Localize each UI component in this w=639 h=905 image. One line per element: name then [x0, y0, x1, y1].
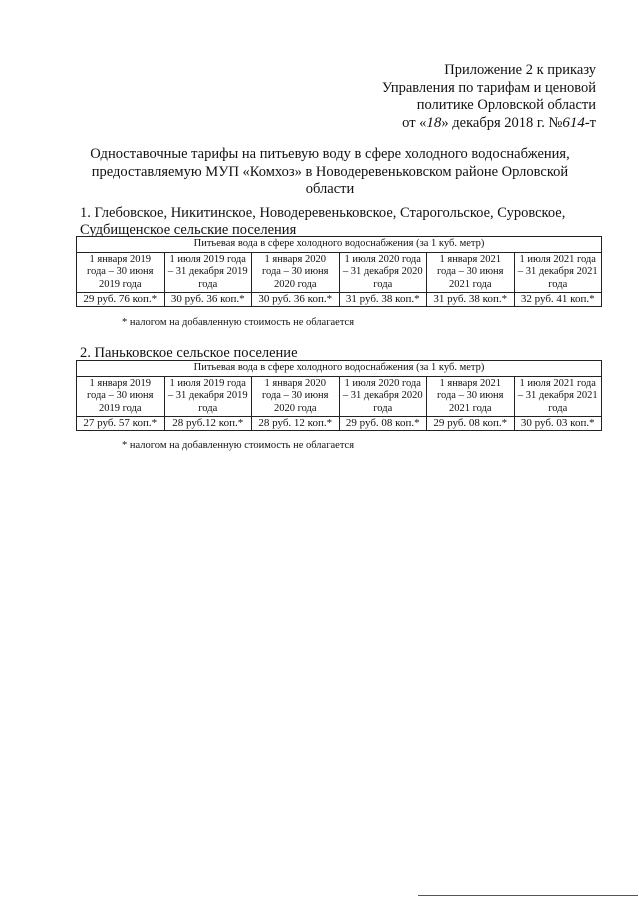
period-cell: 1 января 2020 года – 30 июня 2020 года — [252, 252, 340, 293]
price-cell: 29 руб. 76 коп.* — [77, 293, 165, 307]
order-mid: » декабря 2018 г. № — [441, 114, 563, 131]
period-cell: 1 января 2020 года – 30 июня 2020 года — [252, 376, 340, 417]
price-cell: 30 руб. 03 коп.* — [514, 417, 602, 431]
header-line-3: политике Орловской области — [416, 97, 596, 113]
page-bottom-rule — [418, 895, 638, 896]
period-cell: 1 июля 2019 года – 31 декабря 2019 года — [164, 376, 252, 417]
order-prefix: от « — [402, 114, 427, 131]
title-line-2: предоставляемую МУП «Комхоз» в Новодеревеньковском районе Орловской — [91, 163, 569, 180]
table-caption-row — [77, 237, 602, 253]
period-cell: 1 января 2021 года – 30 июня 2021 года — [427, 252, 515, 293]
tariff-table-2 — [76, 360, 602, 431]
price-cell: 28 руб. 12 коп.* — [252, 417, 340, 431]
period-cell: 1 июля 2020 года – 31 декабря 2020 года — [339, 252, 427, 293]
price-cell: 32 руб. 41 коп.* — [514, 293, 602, 307]
document-title — [70, 146, 590, 199]
period-cell: 1 января 2019 года – 30 июня 2019 года — [77, 252, 165, 293]
period-cell: 1 июля 2019 года – 31 декабря 2019 года — [164, 252, 252, 293]
table-caption-row — [77, 361, 602, 377]
period-cell: 1 июля 2021 года – 31 декабря 2021 года — [514, 252, 602, 293]
order-reference — [360, 115, 596, 133]
period-cell: 1 июля 2021 года – 31 декабря 2021 года — [514, 376, 602, 417]
period-cell: 1 января 2021 года – 30 июня 2021 года — [427, 376, 515, 417]
section-2-heading: 2. Паньковское сельское поселение — [80, 345, 298, 361]
table-caption: Питьевая вода в сфере холодного водоснабжения (за 1 куб. метр) — [77, 237, 602, 253]
order-number: 614 — [562, 114, 585, 131]
order-suffix: -т — [584, 114, 596, 131]
period-cell: 1 июля 2020 года – 31 декабря 2020 года — [339, 376, 427, 417]
table-row-periods — [77, 252, 602, 293]
price-cell: 31 руб. 38 коп.* — [339, 293, 427, 307]
price-cell: 30 руб. 36 коп.* — [164, 293, 252, 307]
section-1-heading: 1. Глебовское, Никитинское, Новодеревеньковское, Старогольское, Суровское, Судбищенское сельские поселения — [80, 205, 566, 238]
price-cell: 27 руб. 57 коп.* — [77, 417, 165, 431]
period-cell: 1 января 2019 года – 30 июня 2019 года — [77, 376, 165, 417]
price-cell: 29 руб. 08 коп.* — [427, 417, 515, 431]
appendix-header — [360, 62, 596, 132]
title-line-1: Одноставочные тарифы на питьевую воду в сфере холодного водоснабжения, — [90, 146, 570, 162]
price-cell: 28 руб.12 коп.* — [164, 417, 252, 431]
header-line-2: Управления по тарифам и ценовой — [381, 79, 596, 96]
footnote-2: * налогом на добавленную стоимость не облагается — [122, 440, 355, 451]
price-cell: 30 руб. 36 коп.* — [252, 293, 340, 307]
table-caption: Питьевая вода в сфере холодного водоснабжения (за 1 куб. метр) — [77, 361, 602, 377]
header-line-1: Приложение 2 к приказу — [444, 62, 596, 78]
tariff-table-1 — [76, 236, 602, 307]
price-cell: 31 руб. 38 коп.* — [427, 293, 515, 307]
price-cell: 29 руб. 08 коп.* — [339, 417, 427, 431]
title-line-3: области — [305, 181, 355, 197]
table-row-prices — [77, 417, 602, 431]
table-row-prices — [77, 293, 602, 307]
footnote-1: * налогом на добавленную стоимость не облагается — [122, 317, 355, 328]
order-day: 18 — [426, 114, 442, 131]
table-row-periods — [77, 376, 602, 417]
